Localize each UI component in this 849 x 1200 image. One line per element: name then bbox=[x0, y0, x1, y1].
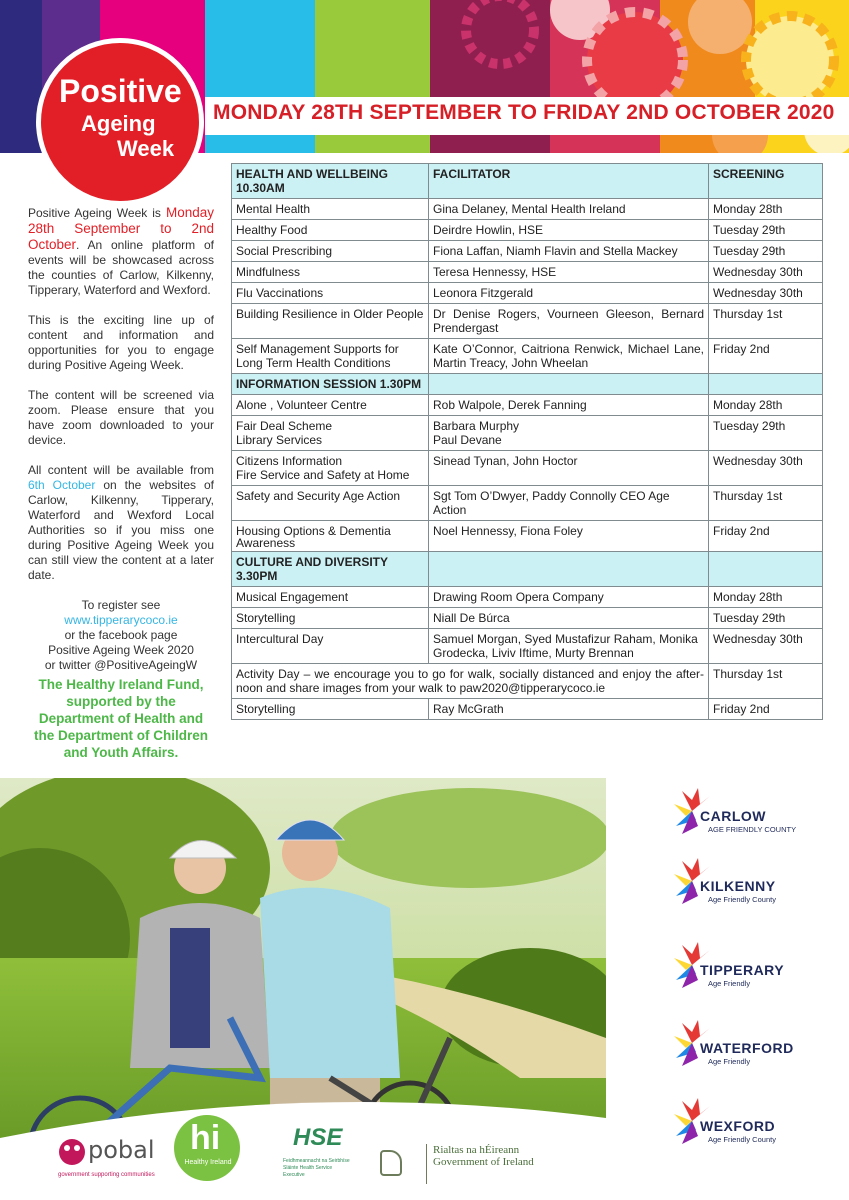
intro-paragraph-1: Positive Ageing Week is Monday 28th September to 2nd October. An online platform of events will be showcased across the counties of Carlow, Kilkenny, Tipperary, Waterford and Wexford. bbox=[28, 205, 214, 297]
table-row: Self Management Supports for Long Term Health Conditions Kate O’Connor, Caitriona Renwick, Michael Lane, Martin Treacy, John Wheelan Friday 2nd bbox=[232, 339, 823, 374]
table-row: Musical Engagement Drawing Room Opera Company Monday 28th bbox=[232, 587, 823, 608]
logo-text-week: Week bbox=[117, 136, 175, 161]
table-row: Alone , Volunteer Centre Rob Walpole, Derek Fanning Monday 28th bbox=[232, 395, 823, 416]
funding-statement: The Healthy Ireland Fund, supported by the Department of Health and the Department of Children and Youth Affairs. bbox=[33, 677, 208, 760]
pobal-people-icon bbox=[58, 1138, 86, 1166]
table-row: Activity Day – we encourage you to go for walk, socially distanced and enjoy the after-noon and share images from your walk to paw2020@tipperarycoco.ie Thursday 1st bbox=[232, 664, 823, 699]
waterford-logo: WATERFORD Age Friendly bbox=[672, 1018, 802, 1078]
table-row: Social Prescribing Fiona Laffan, Niamh Flavin and Stella Mackey Tuesday 29th bbox=[232, 241, 823, 262]
section-heading-row bbox=[232, 552, 823, 587]
government-of-ireland-logo: Rialtas na hÉireann Government of Ireland bbox=[426, 1144, 583, 1184]
wexford-logo: WEXFORD Age Friendly County bbox=[672, 1096, 802, 1156]
harp-icon bbox=[380, 1150, 402, 1176]
table-row: Storytelling Niall De Búrca Tuesday 29th bbox=[232, 608, 823, 629]
section-heading-info: INFORMATION SESSION 1.30PM bbox=[232, 374, 429, 395]
tipperary-logo: TIPPERARY Age Friendly bbox=[672, 940, 802, 1000]
register-info: To register see www.tipperarycoco.ie or the facebook page Positive Ageing Week 2020 or twitter @PositiveAgeingW bbox=[28, 598, 214, 673]
column-header-screening: SCREENING bbox=[709, 164, 823, 199]
healthy-ireland-logo: hi Healthy Ireland bbox=[174, 1115, 240, 1181]
partner-logos bbox=[0, 1110, 606, 1200]
pobal-logo: pobal government supporting communities bbox=[58, 1136, 155, 1178]
table-row: Citizens Information Fire Service and Safety at Home Sinead Tynan, John Hoctor Wednesday 30th bbox=[232, 451, 823, 486]
logo-text-ageing: Ageing bbox=[81, 111, 156, 136]
intro-paragraph-2: This is the exciting line up of content and information and opportunities for you to engage during Positive Ageing Week. bbox=[28, 313, 214, 372]
activity-day-text: Activity Day – we encourage you to go for walk, socially distanced and enjoy the after-noon and share images from your walk to paw2020@tipperarycoco.ie bbox=[232, 664, 709, 699]
intro-column bbox=[28, 205, 214, 673]
availability-date: 6th October bbox=[28, 478, 96, 492]
carlow-logo: CARLOW AGE FRIENDLY COUNTY bbox=[672, 786, 802, 846]
table-row: Intercultural Day Samuel Morgan, Syed Mustafizur Raham, Monika Grodecka, Liviv Iftime, Murty Brennan Wednesday 30th bbox=[232, 629, 823, 664]
schedule-table bbox=[231, 163, 823, 720]
table-row: Mental Health Gina Delaney, Mental Health Ireland Monday 28th bbox=[232, 199, 823, 220]
table-row: Safety and Security Age Action Sgt Tom O’Dwyer, Paddy Connolly CEO Age Action Thursday 1st bbox=[232, 486, 823, 521]
section-heading-culture: CULTURE AND DIVERSITY 3.30PM bbox=[232, 552, 429, 587]
register-link[interactable]: www.tipperarycoco.ie bbox=[64, 613, 178, 627]
table-row: Flu Vaccinations Leonora Fitzgerald Wednesday 30th bbox=[232, 283, 823, 304]
table-row: Mindfulness Teresa Hennessy, HSE Wednesday 30th bbox=[232, 262, 823, 283]
table-row: Housing Options & Dementia Awareness Noel Hennessy, Fiona Foley Friday 2nd bbox=[232, 521, 823, 552]
kilkenny-logo: KILKENNY Age Friendly County bbox=[672, 856, 802, 916]
section-heading-row bbox=[232, 374, 823, 395]
hse-logo: HSE Feidhmeannacht na Seirbhíse Sláinte Health Service Executive bbox=[283, 1124, 350, 1178]
intro-paragraph-4: All content will be available from 6th October on the websites of Carlow, Kilkenny, Tipperary, Waterford and Wexford Local Authorities so if you miss one during Positive Ageing Week you can still view the content at a later date. bbox=[28, 463, 215, 582]
table-row: Fair Deal Scheme Library Services Barbara Murphy Paul Devane Tuesday 29th bbox=[232, 416, 823, 451]
positive-ageing-week-logo bbox=[36, 38, 204, 206]
event-date-highlight: Monday 28th September to 2nd October bbox=[28, 205, 214, 252]
table-row: Building Resilience in Older People Dr Denise Rogers, Vourneen Gleeson, Bernard Prendergast Thursday 1st bbox=[232, 304, 823, 339]
section-heading-health: HEALTH AND WELLBEING 10.30AM bbox=[232, 164, 429, 199]
table-row: Healthy Food Deirdre Howlin, HSE Tuesday 29th bbox=[232, 220, 823, 241]
event-dates: MONDAY 28TH SEPTEMBER TO FRIDAY 2ND OCTOBER 2020 bbox=[213, 101, 835, 124]
column-header-facilitator: FACILITATOR bbox=[429, 164, 709, 199]
intro-paragraph-3: The content will be screened via zoom. Please ensure that you have zoom downloaded to your device. bbox=[28, 388, 214, 447]
table-row: Storytelling Ray McGrath Friday 2nd bbox=[232, 699, 823, 720]
logo-text-positive: Positive bbox=[59, 73, 182, 109]
table-header-row bbox=[232, 164, 823, 199]
